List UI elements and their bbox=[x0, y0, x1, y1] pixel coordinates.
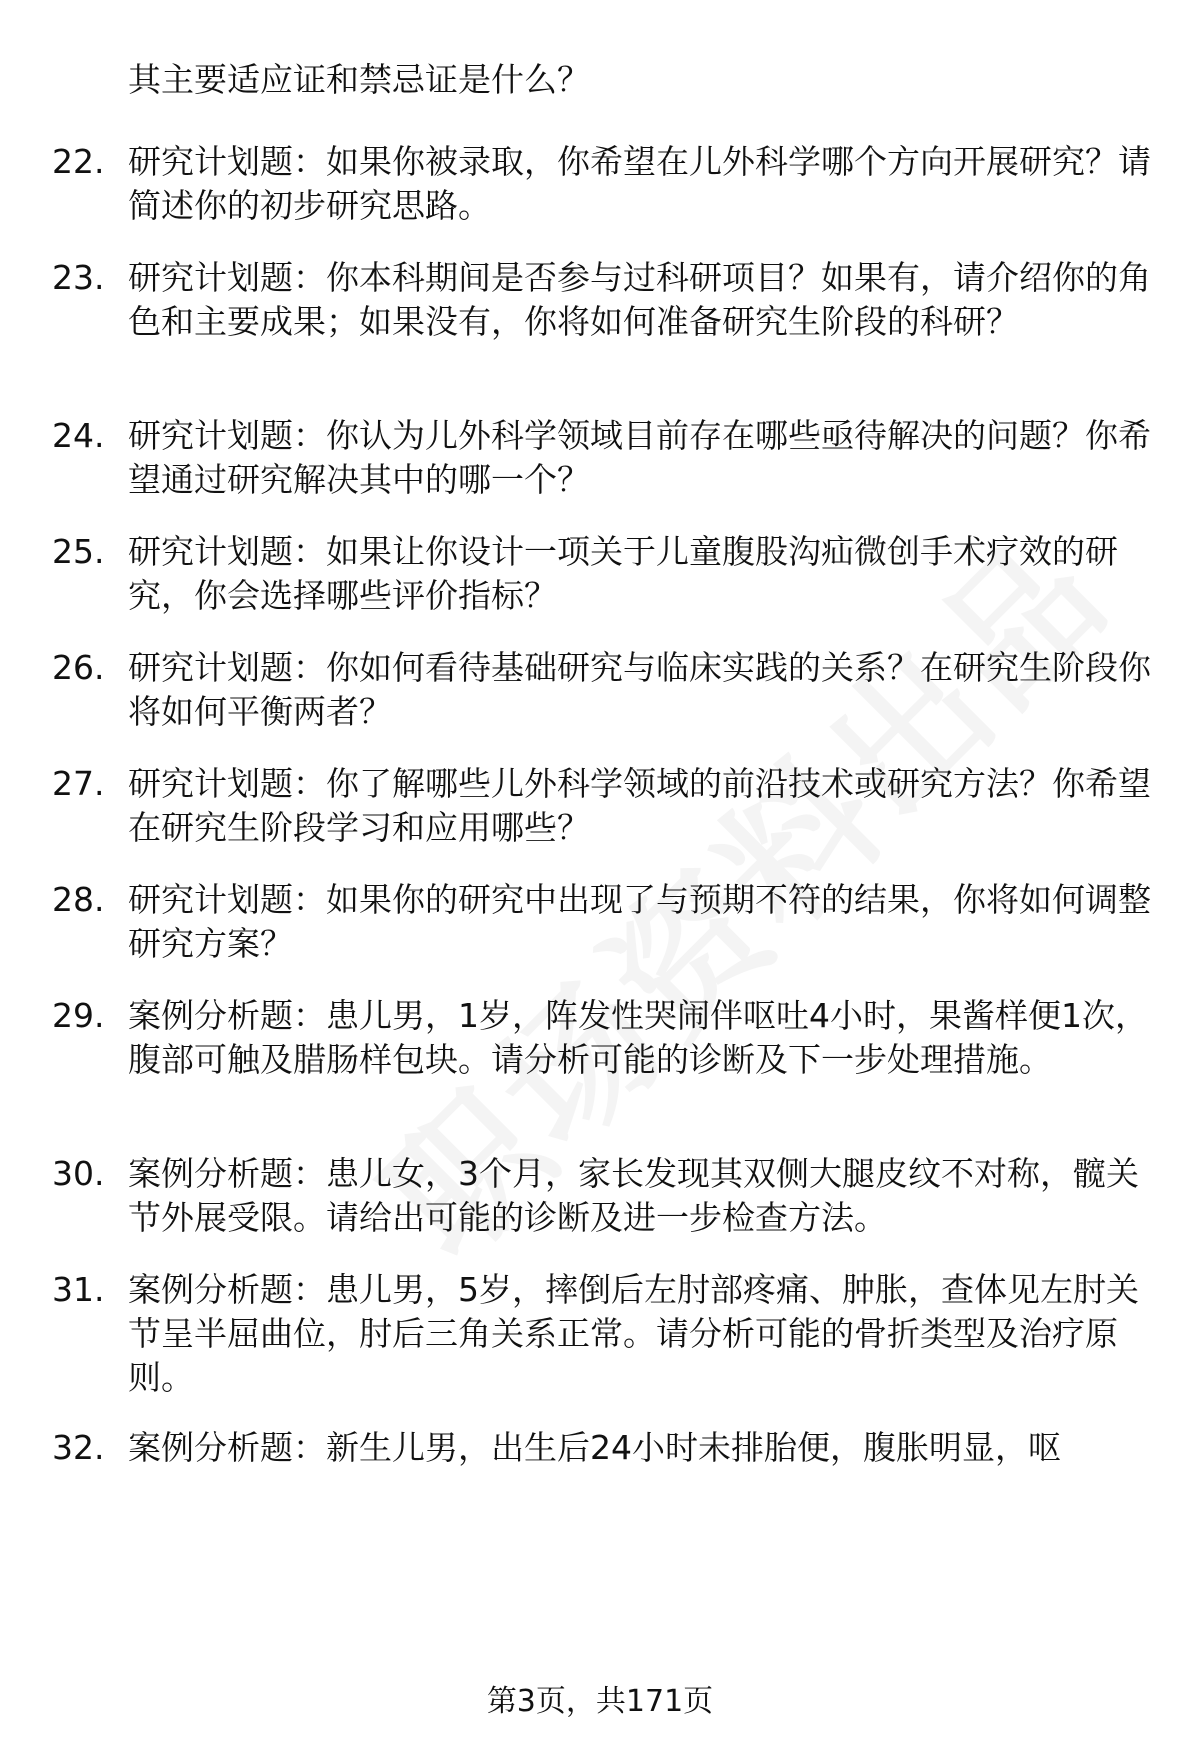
question-number: 32. bbox=[52, 1428, 105, 1467]
question-text: 研究计划题：如果让你设计一项关于儿童腹股沟疝微创手术疗效的研究，你会选择哪些评价指标？ bbox=[128, 532, 1118, 615]
question-25 bbox=[0, 530, 1200, 618]
question-text: 研究计划题：如果你被录取，你希望在儿外科学哪个方向开展研究？请简述你的初步研究思路。 bbox=[128, 142, 1151, 225]
question-number: 25. bbox=[52, 532, 105, 571]
question-text: 研究计划题：你如何看待基础研究与临床实践的关系？在研究生阶段你将如何平衡两者？ bbox=[128, 648, 1151, 731]
question-number: 27. bbox=[52, 764, 105, 803]
question-text: 案例分析题：患儿男，1岁，阵发性哭闹伴呕吐4小时，果酱样便1次，腹部可触及腊肠样包块。请分析可能的诊断及下一步处理措施。 bbox=[128, 996, 1148, 1079]
question-text: 研究计划题：你了解哪些儿外科学领域的前沿技术或研究方法？你希望在研究生阶段学习和应用哪些？ bbox=[128, 764, 1151, 847]
question-24 bbox=[0, 414, 1200, 502]
question-number: 23. bbox=[52, 258, 105, 297]
question-32 bbox=[0, 1426, 1200, 1470]
question-number: 22. bbox=[52, 142, 105, 181]
question-text: 研究计划题：你本科期间是否参与过科研项目？如果有，请介绍你的角色和主要成果；如果没有，你将如何准备研究生阶段的科研？ bbox=[128, 258, 1151, 341]
question-number: 31. bbox=[52, 1270, 105, 1309]
question-number: 29. bbox=[52, 996, 105, 1035]
question-text: 研究计划题：你认为儿外科学领域目前存在哪些亟待解决的问题？你希望通过研究解决其中的哪一个？ bbox=[128, 416, 1151, 499]
question-text: 案例分析题：患儿女，3个月，家长发现其双侧大腿皮纹不对称，髋关节外展受限。请给出可能的诊断及进一步检查方法。 bbox=[128, 1154, 1139, 1237]
question-number: 24. bbox=[52, 416, 105, 455]
continuation-text: 其主要适应证和禁忌证是什么？ bbox=[128, 60, 590, 99]
question-29 bbox=[0, 994, 1200, 1082]
question-text: 案例分析题：新生儿男，出生后24小时未排胎便，腹胀明显，呕 bbox=[128, 1428, 1061, 1467]
question-text: 研究计划题：如果你的研究中出现了与预期不符的结果，你将如何调整研究方案？ bbox=[128, 880, 1151, 963]
page-footer: 第3页，共171页 bbox=[486, 1684, 714, 1719]
question-27 bbox=[0, 762, 1200, 850]
question-text: 案例分析题：患儿男，5岁，摔倒后左肘部疼痛、肿胀，查体见左肘关节呈半屈曲位，肘后三角关系正常。请分析可能的骨折类型及治疗原则。 bbox=[128, 1270, 1139, 1397]
question-30 bbox=[0, 1152, 1200, 1240]
question-22 bbox=[0, 140, 1200, 228]
question-23 bbox=[0, 256, 1200, 344]
question-31 bbox=[0, 1268, 1200, 1400]
question-number: 28. bbox=[52, 880, 105, 919]
question-28 bbox=[0, 878, 1200, 966]
question-number: 26. bbox=[52, 648, 105, 687]
question-26 bbox=[0, 646, 1200, 734]
question-number: 30. bbox=[52, 1154, 105, 1193]
